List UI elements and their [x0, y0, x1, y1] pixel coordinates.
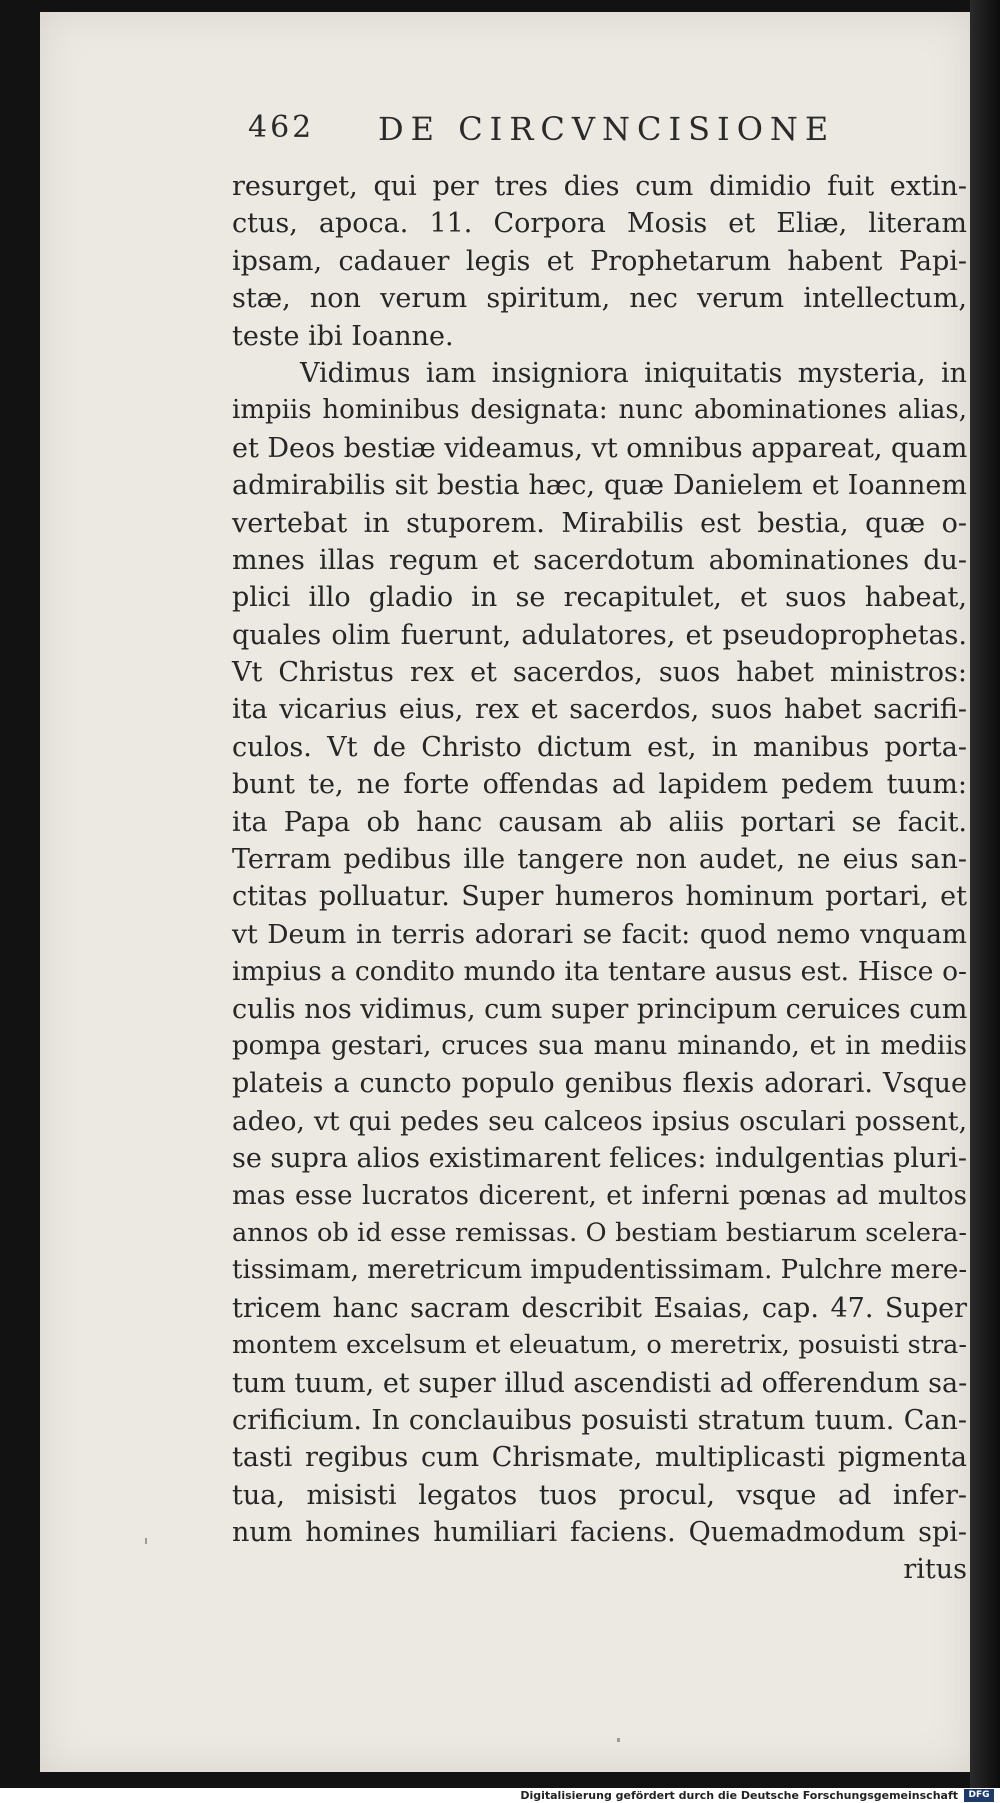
ink-speck: [617, 1738, 620, 1742]
text-line: annos ob id esse remissas. O bestiam bestiarum scelera-: [232, 1217, 967, 1248]
text-line: pompa gestari, cruces sua manu minando, et in mediis: [232, 1030, 967, 1061]
text-line: culos. Vt de Christo dictum est, in manibus porta-: [232, 731, 967, 763]
text-line: ita Papa ob hanc causam ab aliis portari se facit.: [232, 806, 967, 838]
text-line: tum tuum, et super illud ascendisti ad offerendum sa-: [232, 1367, 968, 1399]
text-line: mas esse lucratos dicerent, et inferni pœnas ad multos: [232, 1180, 967, 1211]
text-line: admirabilis sit bestia hæc, quæ Danielem et Ioannem: [232, 470, 967, 502]
text-line: et Deos bestiæ videamus, vt omnibus appareat, quam: [232, 432, 968, 464]
funding-credit: Digitalisierung gefördert durch die Deutsche Forschungsgemeinschaft: [520, 1789, 958, 1802]
text-line: plateis a cuncto populo genibus flexis adorari. Vsque: [232, 1068, 967, 1100]
text-line: Vidimus iam insigniora iniquitatis mysteria, in: [300, 357, 967, 389]
ink-speck: [145, 1538, 147, 1544]
text-line: ita vicarius eius, rex et sacerdos, suos habet sacrifi-: [232, 694, 967, 726]
text-line: resurget, qui per tres dies cum dimidio fuit extin-: [232, 171, 967, 202]
text-line: num homines humiliari faciens. Quemadmodum spi-: [232, 1517, 967, 1549]
running-title: DE CIRCVNCISIONE: [378, 110, 836, 148]
text-line: montem excelsum et eleuatum, o meretrix, posuisti stra-: [232, 1330, 967, 1361]
text-line: adeo, vt qui pedes seu calceos ipsius osculari possent,: [232, 1105, 967, 1137]
text-line: ctitas polluatur. Super humeros hominum portari, et: [232, 881, 967, 913]
book-edge: [970, 0, 1000, 1788]
text-line: impiis hominibus designata: nunc abominationes alias,: [232, 395, 967, 426]
text-line: vt Deum in terris adorari se facit: quod nemo vnquam: [232, 918, 967, 950]
text-line: tua, misisti legatos tuos procul, vsque ad infer-: [232, 1479, 967, 1511]
text-line: Vt Christus rex et sacerdos, suos habet ministros:: [232, 657, 967, 689]
text-line: vertebat in stuporem. Mirabilis est bestia, quæ o-: [232, 507, 967, 539]
text-line: tissimam, meretricum impudentissimam. Pulchre mere-: [232, 1255, 968, 1286]
text-line: impius a condito mundo ita tentare ausus est. Hisce o-: [232, 956, 967, 988]
text-line: Terram pedibus ille tangere non audet, ne eius san-: [232, 844, 967, 876]
text-line: plici illo gladio in se recapitulet, et suos habeat,: [232, 582, 967, 614]
text-line: crificium. In conclauibus posuisti stratum tuum. Can-: [232, 1404, 967, 1436]
text-line: mnes illas regum et sacerdotum abominationes du-: [232, 544, 967, 576]
text-line: quales olim fuerunt, adulatores, et pseudoprophetas.: [232, 619, 967, 651]
text-line: teste ibi Ioanne.: [232, 320, 454, 352]
page-number: 462: [248, 110, 315, 145]
text-line: bunt te, ne forte offendas ad lapidem pedem tuum:: [232, 769, 967, 801]
body-text: [232, 168, 967, 1589]
running-head: [248, 108, 848, 158]
text-line: tricem hanc sacram describit Esaias, cap. 47. Super: [232, 1292, 967, 1324]
text-line: tasti regibus cum Chrismate, multiplicasti pigmenta: [232, 1442, 967, 1474]
text-line: ipsam, cadauer legis et Prophetarum habent Papi-: [232, 245, 967, 277]
catchword: ritus: [903, 1554, 967, 1586]
text-line: stæ, non verum spiritum, nec verum intellectum,: [232, 283, 967, 315]
dfg-logo: DFG: [964, 1789, 994, 1802]
text-line: se supra alios existimarent felices: indulgentias pluri-: [232, 1143, 968, 1175]
text-line: ctus, apoca. 11. Corpora Mosis et Eliæ, literam: [232, 208, 967, 240]
text-line: culis nos vidimus, cum super principum ceruices cum: [232, 993, 968, 1025]
